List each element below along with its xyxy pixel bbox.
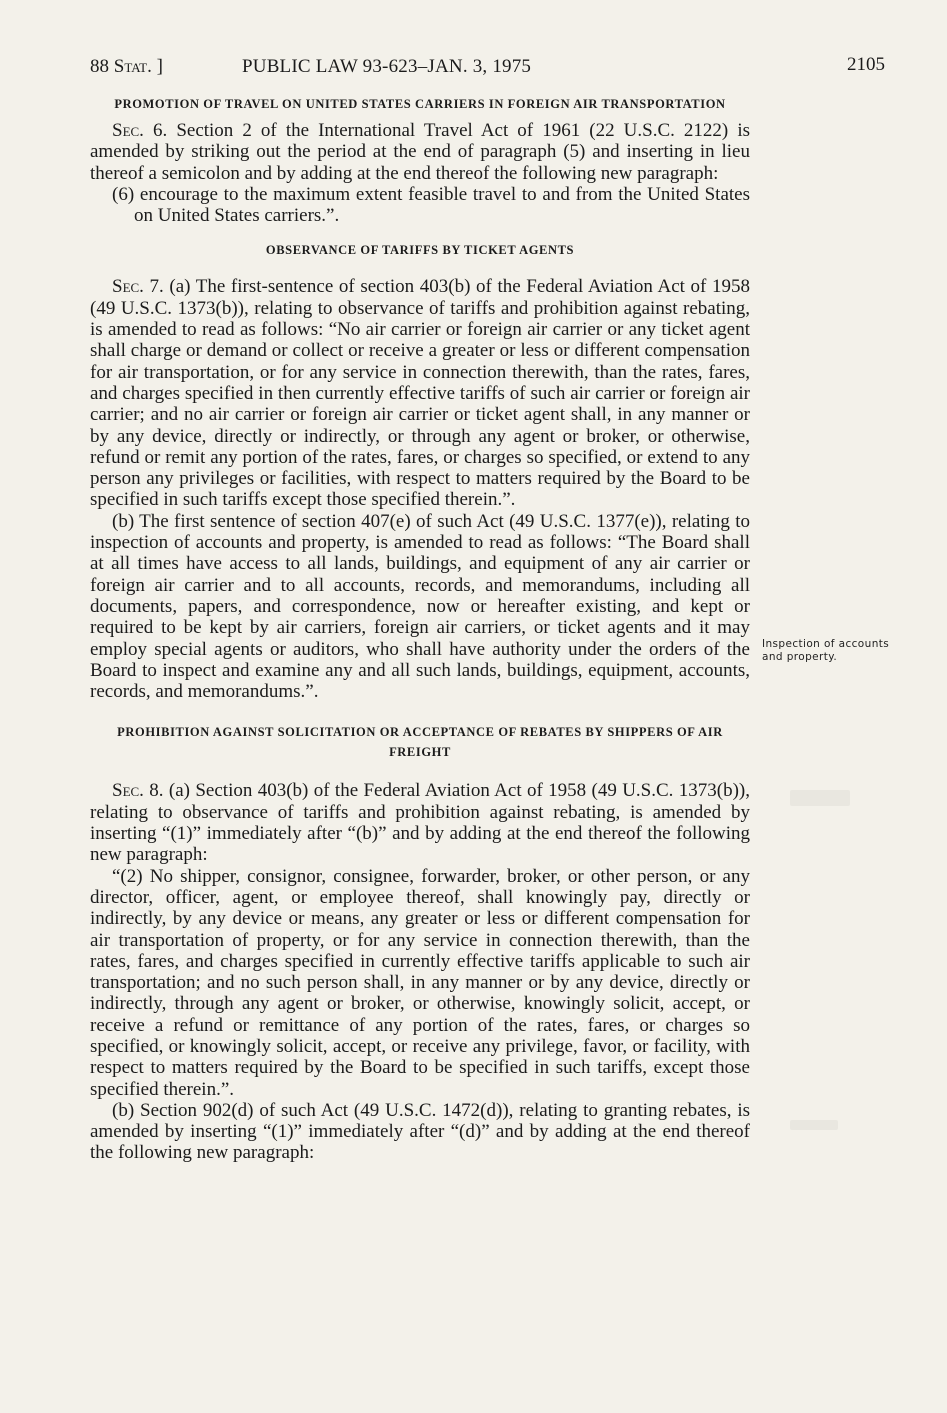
section-6-paragraph <box>90 120 750 184</box>
margin-note-inspection: Inspection of accounts and property. <box>762 638 890 663</box>
section-8 <box>90 722 750 1163</box>
section-6-quote: (6) encourage to the maximum extent feasible travel to and from the United States on United States carriers.”. <box>112 183 750 227</box>
section-6-heading: PROMOTION OF TRAVEL ON UNITED STATES CARRIERS IN FOREIGN AIR TRANSPORTATION <box>114 97 726 111</box>
section-8-label: Sec. 8. <box>112 780 164 802</box>
section-8-paragraph-b: (b) Section 902(d) of such Act (49 U.S.C. 1472(d)), relating to granting rebates, is amended by inserting “(1)” immediately after “(d)” and by adding at the end thereof the following new paragraph: <box>90 1099 750 1164</box>
section-7-text-a: (a) The first-sentence of section 403(b) of the Federal Aviation Act of 1958 (49 U.S.C. 1373(b)), relating to observance of tariffs and prohibition against rebating, is amended to read as follows: “No air carrier or foreign air carrier or any ticket agent shall charge or demand or collect or receive a greater or less or different compensation for air transportation, or for any service in connection therewith, than the rates, fares, and charges specified in then currently effective tariffs of such air carrier or foreign air carrier; and no air carrier or foreign air carrier or ticket agent shall, in any manner or by any device, directly or indirectly, or through any agent or broker, or otherwise, refund or remit any portion of the rates, fares, or charges so specified, or extend to any person any privileges or facilities, with respect to matters required by the Board to be specified in such tariffs except those specified therein.”. <box>90 276 750 511</box>
document-page <box>90 50 885 1164</box>
statute-reference: 88 Stat. ] <box>90 56 163 77</box>
section-8-heading: PROHIBITION AGAINST SOLICITATION OR ACCEPTANCE OF REBATES BY SHIPPERS OF AIR FREIGHT <box>117 725 723 760</box>
section-6-label: Sec. 6. <box>112 120 168 141</box>
section-6-text: Section 2 of the International Travel Act of 1961 (22 U.S.C. 2122) is amended by striking out the period at the end of paragraph (5) and inserting in lieu thereof a semicolon and by adding at the end thereof the following new paragraph: <box>90 120 750 184</box>
section-8-quote: “(2) No shipper, consignor, consignee, forwarder, broker, or other person, or any director, officer, agent, or employee thereof, shall knowingly pay, directly or indirectly, by any device or means, any greater or less or different compensation for air transportation of property, or for any service in connection therewith, than the rates, fares, and charges specified in currently effective tariffs applicable to such air transportation; and no such person shall, in any manner or by any device, directly or indirectly, through any agent or broker, or otherwise, knowingly solicit, accept, or receive a refund or remittance of any portion of the rates, fares, or charges so specified, or knowingly solicit, accept, or receive any privilege, favor, or facility, with respect to matters required by the Board to be specified in such tariffs, except those specified therein.”. <box>90 865 750 1100</box>
bleed-through-mark <box>790 1120 838 1130</box>
section-7 <box>90 240 750 702</box>
section-7-label: Sec. 7. <box>112 276 164 298</box>
section-7-paragraph-a <box>90 276 750 510</box>
section-7-heading: OBSERVANCE OF TARIFFS BY TICKET AGENTS <box>265 243 575 258</box>
section-8-text-a: (a) Section 403(b) of the Federal Aviation Act of 1958 (49 U.S.C. 1373(b)), relating to observance of tariffs and prohibition against rebating, is amended by inserting “(1)” immediately after “(b)” and by adding at the end thereof the following new paragraph: <box>90 780 750 866</box>
section-7-paragraph-b: (b) The first sentence of section 407(e) of such Act (49 U.S.C. 1377(e)), relating to inspection of accounts and property, is amended to read as follows: “The Board shall at all times have access to all lands, buildings, and equipment of any air carrier or foreign air carrier and to all accounts, records, and memorandums, including all documents, papers, and correspondence, now or hereafter existing, and kept or required to be kept by air carriers, foreign air carriers, or ticket agents and it may employ special agents or auditors, who shall have authority under the orders of the Board to inspect and examine any and all such lands, buildings, equipment, accounts, records, and memorandums.”. <box>90 510 750 703</box>
page-number: 2105 <box>847 54 885 75</box>
section-6 <box>90 94 750 226</box>
running-header <box>90 50 885 84</box>
section-8-paragraph-a <box>90 780 750 865</box>
bleed-through-mark <box>790 790 850 806</box>
law-title: PUBLIC LAW 93-623–JAN. 3, 1975 <box>242 56 532 77</box>
